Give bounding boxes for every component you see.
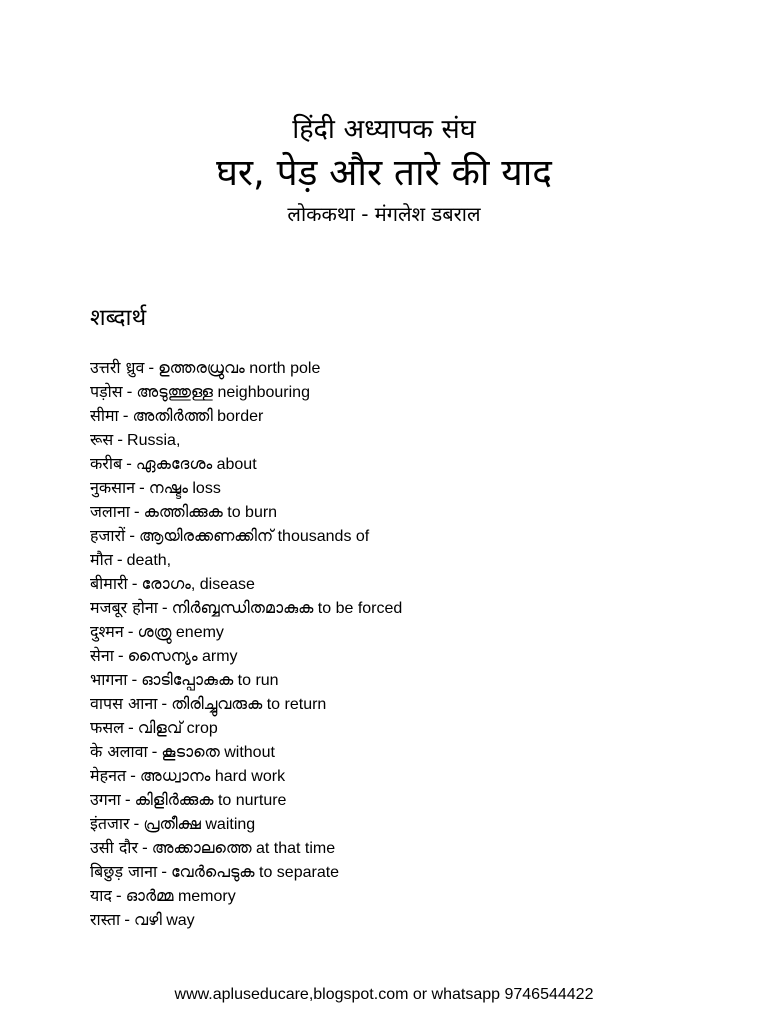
term-separator: - <box>130 766 136 785</box>
hindi-term: वापस आना <box>90 694 158 713</box>
hindi-term: मौत <box>90 550 113 569</box>
word-row <box>90 524 402 548</box>
word-row <box>90 860 402 884</box>
word-row <box>90 596 402 620</box>
term-separator: - <box>117 430 124 449</box>
word-row <box>90 836 402 860</box>
term-separator: - <box>142 838 148 857</box>
document-title: घर, पेड़ और तारे की याद <box>216 151 552 194</box>
term-separator: - <box>115 886 122 905</box>
term-meaning: രോഗം, disease <box>141 576 255 593</box>
hindi-term: सेना <box>90 646 114 665</box>
hindi-term: जलाना <box>90 502 130 521</box>
term-separator: - <box>124 910 130 929</box>
term-separator: - <box>161 862 167 881</box>
term-meaning: ഉത്തരധ്രുവം north pole <box>158 360 321 377</box>
word-row <box>90 884 402 908</box>
hindi-term: रूस <box>90 430 114 449</box>
hindi-term: हजारों <box>90 526 126 545</box>
hindi-term: भागना <box>90 670 128 689</box>
document-subtitle: लोककथा - मंगलेश डबराल <box>287 202 481 226</box>
word-row <box>90 620 402 644</box>
word-row <box>90 452 402 476</box>
term-meaning: Russia, <box>127 432 181 449</box>
organization-name: हिंदी अध्यापक संघ <box>292 114 476 145</box>
term-separator: - <box>133 502 140 521</box>
term-meaning: സൈന്യം army <box>127 648 238 665</box>
term-meaning: വേർപെടുക to separate <box>170 864 340 881</box>
word-row <box>90 740 402 764</box>
term-meaning: പ്രതീക്ഷ waiting <box>143 816 256 833</box>
hindi-term: रास्ता <box>90 910 121 929</box>
hindi-term: फसल <box>90 718 125 737</box>
document-header <box>0 112 768 230</box>
hindi-term: बीमारी <box>90 574 128 593</box>
term-separator: - <box>148 358 155 377</box>
word-row <box>90 476 402 500</box>
word-row <box>90 356 402 380</box>
term-meaning: അടുത്തുള്ള neighbouring <box>136 384 310 401</box>
term-separator: - <box>127 622 134 641</box>
word-row <box>90 908 402 932</box>
hindi-term: याद <box>90 886 112 905</box>
word-row <box>90 380 402 404</box>
word-row <box>90 644 402 668</box>
hindi-term: पड़ोस <box>90 382 123 401</box>
term-meaning: വിളവ് crop <box>137 720 218 737</box>
term-meaning: നഷ്ടം loss <box>148 480 221 497</box>
hindi-term: सीमा <box>90 406 119 425</box>
term-meaning: കൂടാതെ without <box>161 744 275 761</box>
term-meaning: അതിർത്തി border <box>132 408 264 425</box>
term-separator: - <box>151 742 158 761</box>
term-meaning: അക്കാലത്തെ at that time <box>151 840 336 857</box>
word-row <box>90 572 402 596</box>
word-row <box>90 788 402 812</box>
hindi-term: उत्तरी ध्रुव <box>90 358 145 377</box>
term-meaning: നിർബ്ബന്ധിതമാകുക to be forced <box>171 600 403 617</box>
term-meaning: തിരിച്ചുവരുക to return <box>171 696 327 713</box>
word-row <box>90 716 402 740</box>
term-meaning: ഓർമ്മ memory <box>125 888 236 905</box>
term-separator: - <box>131 670 138 689</box>
hindi-term: मजबूर होना <box>90 598 158 617</box>
term-separator: - <box>126 454 132 473</box>
word-meaning-list <box>90 356 402 932</box>
term-separator: - <box>117 646 124 665</box>
footer-contact: www.apluseducare,blogspot.com or whatsapp 9746544422 <box>174 986 594 1003</box>
word-row <box>90 404 402 428</box>
term-meaning: കിളിർക്കുക to nurture <box>134 792 287 809</box>
word-row <box>90 692 402 716</box>
hindi-term: इंतजार <box>90 814 130 833</box>
word-row <box>90 500 402 524</box>
term-separator: - <box>161 598 168 617</box>
term-separator: - <box>131 574 138 593</box>
term-separator: - <box>139 478 145 497</box>
term-meaning: ഏകദേശം about <box>135 456 257 473</box>
hindi-term: उगना <box>90 790 121 809</box>
term-separator: - <box>122 406 129 425</box>
term-meaning: death, <box>126 552 172 569</box>
term-meaning: ആയിരക്കണക്കിന് thousands of <box>138 528 370 545</box>
term-meaning: അധ്വാനം hard work <box>139 768 286 785</box>
word-row <box>90 668 402 692</box>
word-row <box>90 548 402 572</box>
term-meaning: ഓടിപ്പോകുക to run <box>141 672 279 689</box>
term-separator: - <box>126 382 133 401</box>
hindi-term: करीब <box>90 454 123 473</box>
hindi-term: दुश्मन <box>90 622 124 641</box>
word-row <box>90 428 402 452</box>
section-heading: शब्दार्थ <box>90 305 147 331</box>
hindi-term: के अलावा <box>90 742 148 761</box>
term-separator: - <box>129 526 135 545</box>
hindi-term: नुकसान <box>90 478 136 497</box>
hindi-term: बिछुड़ जाना <box>90 862 158 881</box>
term-separator: - <box>161 694 168 713</box>
term-meaning: ശത്രു enemy <box>137 624 224 641</box>
term-separator: - <box>116 550 123 569</box>
word-row <box>90 812 402 836</box>
term-separator: - <box>124 790 131 809</box>
term-meaning: കത്തിക്കുക to burn <box>143 504 278 521</box>
term-meaning: വഴി way <box>133 912 195 929</box>
term-separator: - <box>133 814 140 833</box>
word-row <box>90 764 402 788</box>
hindi-term: उसी दौर <box>90 838 138 857</box>
term-separator: - <box>128 718 134 737</box>
hindi-term: मेहनत <box>90 766 127 785</box>
